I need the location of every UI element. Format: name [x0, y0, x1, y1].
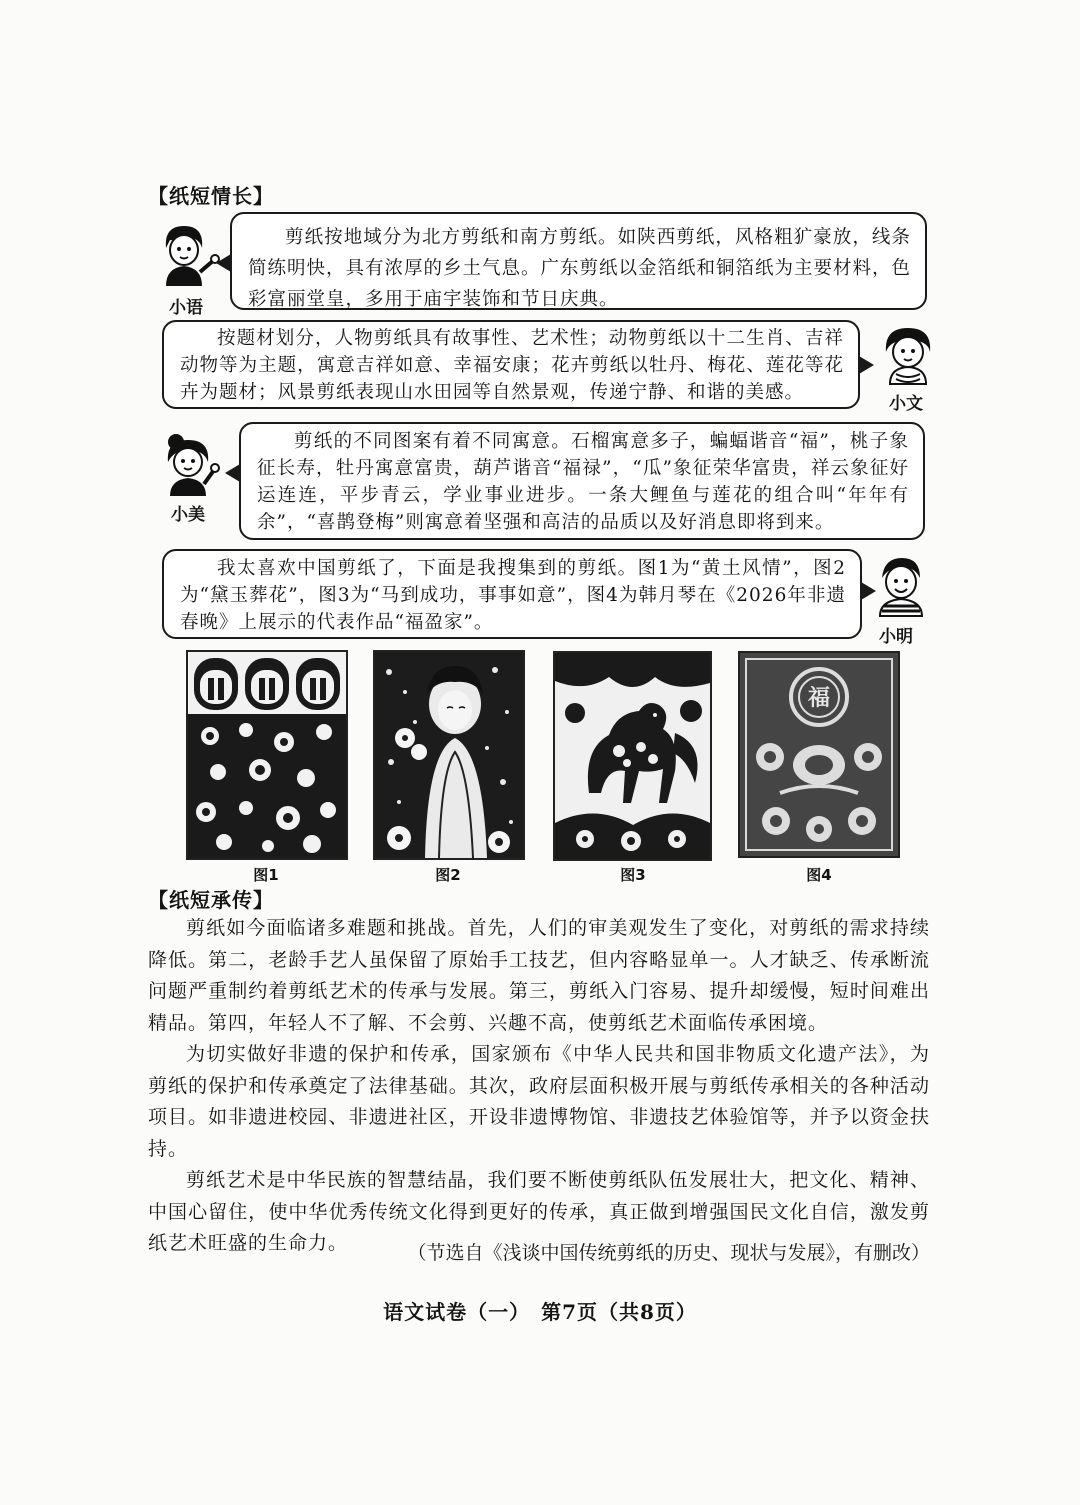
papercut-image-2 — [373, 650, 525, 860]
figure-caption-4: 图4 — [806, 866, 832, 884]
speaker-label-xiaowen: 小文 — [889, 394, 923, 414]
speech-text: 我太喜欢中国剪纸了，下面是我搜集到的剪纸。图1为“黄土风情”，图2为“黛玉葬花”，图3为“马到成功，事事如意”，图4为韩月琴在《2026年非遗春晚》上展示的代表作品“福盈家”。 — [180, 558, 846, 633]
figure-caption-2: 图2 — [435, 866, 461, 884]
speech-text: 剪纸的不同图案有着不同寓意。石榴寓意多子，蝙蝠谐音“福”，桃子象征长寿，牡丹寓意富贵，葫芦谐音“福禄”，“瓜”象征荣华富贵，祥云象征好运连连，平步青云，学业事业进步。一条大鲤鱼与莲花的组合叫“年年有余”，“喜鹊登梅”则寓意着坚强和高洁的品质以及好消息即将到来。 — [257, 431, 909, 533]
speech-text: 按题材划分，人物剪纸具有故事性、艺术性；动物剪纸以十二生肖、吉祥动物等为主题，寓意吉祥如意、幸福安康；花卉剪纸以牡丹、梅花、莲花等花卉为题材；风景剪纸表现山水田园等自然景观，传递宁静、和谐的美感。 — [180, 328, 844, 403]
speech-bubble-xiaowen — [162, 320, 860, 409]
paragraph-3: 剪纸艺术是中华民族的智慧结晶，我们要不断使剪纸队伍发展壮大，把文化、精神、中国心留住，使中华优秀传统文化得到更好的传承，真正做到增强国民文化自信，激发剪纸艺术旺盛的生命力。 — [148, 1169, 930, 1254]
speech-text: 剪纸按地域分为北方剪纸和南方剪纸。如陕西剪纸，风格粗犷豪放，线条简练明快，具有浓厚的乡土气息。广东剪纸以金箔纸和铜箔纸为主要材料，色彩富丽堂皇，多用于庙宇装饰和节日庆典。 — [248, 227, 912, 310]
speech-bubble-xiaomei — [239, 422, 925, 540]
page-footer: 语文试卷（一） 第7页（共8页） — [383, 1300, 697, 1324]
bubble-tail — [225, 464, 240, 482]
paragraph-2: 为切实做好非遗的保护和传承，国家颁布《中华人民共和国非物质文化遗产法》，为剪纸的保护和传承奠定了法律基础。其次，政府层面积极开展与剪纸传承相关的各种活动项目。如非遗进校园、非遗进社区，开设非遗博物馆、非遗技艺体验馆等，并予以资金扶持。 — [148, 1043, 930, 1160]
papercut-image-3 — [553, 651, 712, 861]
speaker-label-xiaoming: 小明 — [879, 627, 913, 647]
article-body — [148, 913, 930, 1260]
papercut-image-4 — [738, 651, 900, 858]
papercut-image-1 — [186, 650, 348, 860]
avatar-xiaomei-icon — [158, 430, 224, 498]
fu-emblem-char: 福 — [807, 685, 831, 711]
speech-bubble-xiaoming — [162, 549, 862, 639]
avatar-xiaoyu-icon — [152, 218, 222, 288]
source-citation: （节选自《浅谈中国传统剪纸的历史、现状与发展》，有删改） — [407, 1242, 930, 1264]
figure-caption-3: 图3 — [620, 866, 646, 884]
speech-bubble-xiaoyu — [230, 212, 927, 310]
section-title-2: 【纸短承传】 — [148, 888, 274, 912]
paragraph-1: 剪纸如今面临诸多难题和挑战。首先，人们的审美观发生了变化，对剪纸的需求持续降低。第二，老龄手艺人虽保留了原始手工技艺，但内容略显单一。人才缺乏、传承断流问题严重制约着剪纸艺术的传承与发展。第三，剪纸入门容易、提升却缓慢，短时间难出精品。第四，年轻人不了解、不会剪、兴趣不高，使剪纸艺术面临传承困境。 — [148, 917, 930, 1034]
speaker-label-xiaoyu: 小语 — [169, 298, 203, 318]
avatar-xiaoming-icon — [870, 552, 932, 618]
avatar-xiaowen-icon — [878, 322, 938, 386]
section-title-1: 【纸短情长】 — [148, 184, 274, 208]
bubble-tail — [859, 356, 874, 374]
speaker-label-xiaomei: 小美 — [171, 505, 205, 525]
bubble-tail — [216, 254, 231, 272]
figure-caption-1: 图1 — [253, 866, 279, 884]
